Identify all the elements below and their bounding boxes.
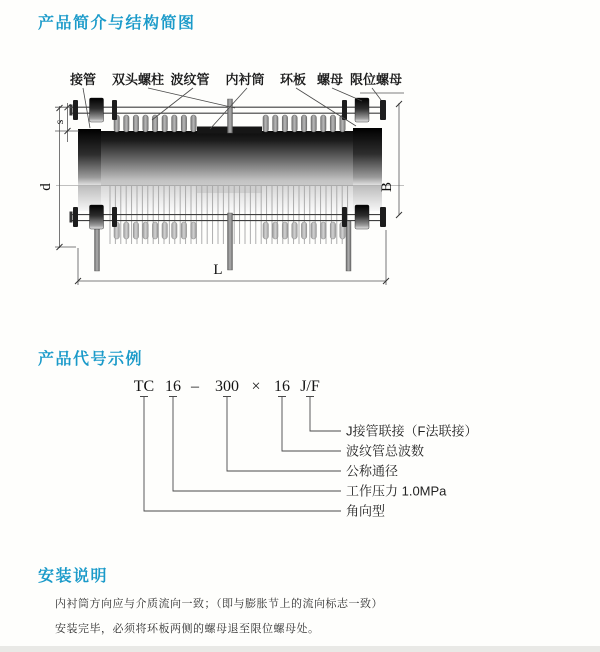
dim-label-s: s	[52, 119, 66, 125]
part-label-nut: 螺母	[316, 72, 344, 87]
nut-pair	[355, 98, 369, 122]
nut	[73, 207, 78, 227]
dim-label-d: d	[38, 183, 54, 191]
nut-pair	[90, 205, 104, 229]
part-label-pipe-end: 接管	[69, 72, 97, 87]
code-token-times: ×	[251, 378, 261, 395]
connector-connection	[306, 397, 341, 432]
bellows-convolutions-top-right	[263, 115, 345, 132]
part-label-ring-plate: 环板	[279, 72, 307, 87]
section-title-intro: 产品简介与结构简图	[38, 15, 196, 32]
leader-nut	[332, 88, 362, 101]
explanation-type: 角向型	[346, 503, 386, 519]
nut	[112, 100, 117, 120]
rod-end-cap	[70, 105, 73, 116]
connector-pressure	[169, 397, 341, 492]
part-label-liner: 内衬筒	[225, 72, 265, 87]
limit-nut	[380, 100, 386, 120]
code-token-diameter: 300	[215, 378, 239, 395]
part-label-bellows: 波纹管	[170, 72, 210, 87]
leader-limit-nut	[372, 88, 381, 100]
code-token-dash: –	[191, 378, 199, 395]
connector-waves	[278, 397, 341, 452]
code-token-waves: 16	[274, 378, 290, 395]
connector-type	[140, 397, 341, 512]
bellows-body	[101, 131, 353, 186]
page-bottom-edge	[0, 646, 600, 652]
dim-label-l: L	[213, 262, 223, 278]
code-token-pressure: 16	[165, 378, 181, 395]
bellows-convolutions-bottom-left	[114, 222, 196, 239]
bellows-convolutions-bottom-right	[263, 222, 345, 239]
nut-pair	[90, 98, 104, 122]
nut	[112, 207, 117, 227]
part-label-stud: 双头螺柱	[111, 72, 165, 87]
leader-stud	[148, 88, 235, 108]
leader-jieguan	[83, 88, 90, 128]
explanation-waves: 波纹管总波数	[346, 443, 425, 459]
explanation-connection: J接管联接（F法联接）	[346, 423, 478, 439]
section-title-code: 产品代号示例	[38, 351, 144, 368]
code-token-type: TC	[133, 378, 155, 395]
section-title-install: 安装说明	[38, 568, 109, 585]
limit-nut	[380, 207, 386, 227]
nut	[73, 100, 78, 120]
right-ring-plate	[353, 128, 382, 186]
stud-right-bottom	[346, 221, 351, 271]
install-instruction-line: 内衬筒方向应与介质流向一致；（即与膨胀节上的流向标志一致）	[55, 598, 383, 610]
stud-center-top	[228, 99, 233, 133]
code-token-connection: J/F	[300, 378, 320, 395]
nut	[342, 207, 347, 227]
dim-label-b: B	[379, 181, 395, 193]
nut	[342, 100, 347, 120]
explanation-diameter: 公称通径	[346, 463, 399, 479]
nut-pair	[355, 205, 369, 229]
product-code-example-figure	[0, 370, 600, 530]
stud-center-bottom	[228, 213, 233, 270]
left-pipe-end	[78, 129, 101, 186]
part-label-limit-nut: 限位螺母	[349, 72, 403, 87]
explanation-pressure: 工作压力 1.0MPa	[346, 483, 447, 499]
rod-end-cap	[70, 212, 73, 223]
install-instruction-line: 安装完毕，必须将环板两侧的螺母退至限位螺母处。	[55, 623, 320, 635]
